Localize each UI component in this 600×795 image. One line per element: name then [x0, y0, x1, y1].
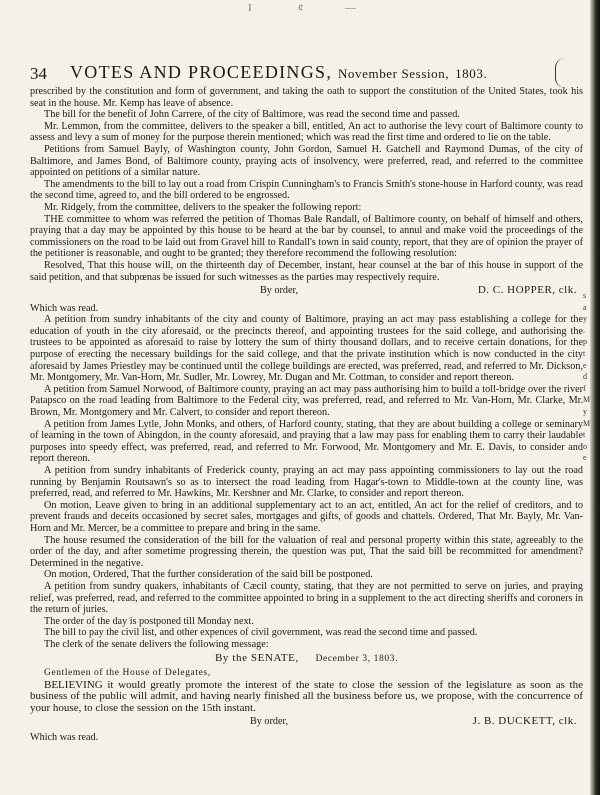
paragraph: A petition from sundry inhabitants of the city and county of Baltimore, praying an act may pass establishing a college for the education of youth in the city aforesaid, or the precincts thereof, and appointing trustees for the said college, and authorising the trustees to be appointed as aforesaid to raise by lottery the sum of thirty thousand dollars, and to receive certain donations, for the purpose of erecting the necessary buildings for the said college, and that the private institution which is now conducted in the city aforesaid by James Priestley may be continued until the college buildings are erected, was preferred, read, and referred to Mr. Dickson, Mr. Montgomery, Mr. Van-Horn, Mr. Sudler, Mr. Lowrey, Mr. Dugan and Mr. Cottman, to consider and report thereon.	[30, 314, 583, 384]
paragraph: A petition from sundry quakers, inhabitants of Cæcil county, stating, that they are not permitted to serve on juries, and praying relief, was preferred, read, and referred to the committee appointed to bring in a supplement to the act directing sheriffs and coroners in the return of juries.	[30, 580, 583, 616]
signature-block-duckett	[30, 716, 583, 728]
page-number: 34	[30, 64, 47, 83]
paragraph: Which was read.	[30, 302, 99, 314]
resolution: Resolved, That this house will, on the thirteenth day of December, instant, hear counsel at the bar of this house in support of the said petition, and that subpœnas be issued for such witnesses as the parties may respectively require.	[30, 259, 583, 283]
paragraph: Mr. Ridgely, from the committee, delivers to the speaker the following report:	[44, 201, 362, 213]
paragraph: Mr. Lemmon, from the committee, delivers to the speaker a bill, entitled, An act to authorise the levy court of Baltimore county to assess and levy a sum of money for the purpose therein mentioned; which was read the first time and ordered to lie on the table.	[30, 120, 583, 144]
senate-message: BELIEVING it would greatly promote the interest of the state to close the session of the legislature as soon as the business of the public will admit, and having nearly finished all the business before us, we propose, with the concurrence of your house, to close the session on the 15th instant.	[30, 678, 583, 714]
clerk-name: D. C. HOPPER, clk.	[477, 284, 577, 297]
facing-page-edge-text: s a y . p t e d f M y M t o e	[583, 291, 591, 463]
paragraph: On motion, Leave given to bring in an additional supplementary act to an act, entitled, An act for the relief of creditors, and to prevent frauds and deceits occasioned by secret sales, mortgages and gifts, of goods and chattels. Ordered, That Mr. Bayly, Mr. Van-Horn and Mr. Mercer, be a committee to prepare and bring in the same.	[30, 499, 583, 534]
running-title	[70, 62, 487, 83]
top-mark-1: I	[248, 2, 252, 14]
top-mark-3: —	[345, 2, 356, 14]
senate-clerk-name: J. B. DUCKETT, clk.	[472, 715, 577, 728]
paragraph: The bill to pay the civil list, and other expences of civil government, was read the second time and passed.	[44, 627, 478, 639]
senate-heading-label: By the SENATE,	[214, 651, 299, 664]
page-header	[30, 62, 570, 84]
signature-block-hopper	[30, 285, 583, 297]
closing-line: Which was read.	[30, 732, 99, 744]
committee-report: THE committee to whom was referred the petition of Thomas Bale Randall, of Baltimore county, on behalf of himself and others, praying that a day may be appointed by this house to be heard at the bar by counsel, to annul and make void the proceedings of the commissioners on the road to be laid out from Gravel hill to Randall's town in said county, report, that they are of opinion the prayer of the petitioner is reasonable, and ought to be granted; they therefore recommend the following resolution:	[30, 213, 583, 260]
paragraph: The amendments to the bill to lay out a road from Crispin Cunningham's to Francis Smith's stone-house in Harford county, was read the second time, agreed to, and the bill ordered to be engrossed.	[30, 178, 583, 202]
paragraph: prescribed by the constitution and form of government, and taking the oath to support the constitution of the United States, took his seat in the house. Mr. Kemp has leave of absence.	[30, 86, 583, 109]
paragraph: A petition from Samuel Norwood, of Baltimore county, praying an act may pass authorising him to build a toll-bridge over the river Patapsco on the road leading from Baltimore to the Federal city, was preferred, read, and referred to Mr. Van-Horn, Mr. Clarke, Mr. Brown, Mr. Montgomery and Mr. Calvert, to consider and report thereon.	[30, 383, 583, 419]
paragraph: The bill for the benefit of John Carrere, of the city of Baltimore, was read the second time and passed.	[44, 109, 460, 121]
running-title-session: November Session,	[337, 66, 450, 81]
top-marks	[0, 0, 590, 20]
paragraph: The house resumed the consideration of the bill for the valuation of real and personal property within this state, agreeably to the order of the day, and after sometime progressing therein, the question was put, That the said bill be recommitted for amendment? Determined in the negative.	[30, 534, 583, 569]
paragraph: Petitions from Samuel Bayly, of Washington county, John Gordon, Samuel H. Gatchell and Raymond Dumas, of the city of Baltimore, and James Bond, of Baltimore county, praying acts of insolvency, were preferred, read, and referred to the committee appointed on petitions of a similar nature.	[30, 143, 583, 179]
by-order-label: By order,	[250, 716, 289, 728]
paragraph: A petition from sundry inhabitants of Frederick county, praying an act may pass appointing commissioners to lay out the road running by Benjamin Routsawn's so as to intersect the road leading from Hagar's-town to Middle-town at the county line, was preferred, read, and referred to Mr. Hawkins, Mr. Kershner and Mr. Clarke, to consider and report thereon.	[30, 465, 583, 500]
paragraph: The clerk of the senate delivers the following message:	[44, 638, 269, 650]
senate-heading	[30, 653, 583, 666]
by-order-label: By order,	[260, 285, 299, 297]
running-title-year: 1803.	[455, 66, 488, 81]
paragraph: On motion, Ordered, That the further consideration of the said bill be postponed.	[44, 569, 373, 581]
senate-salutation: Gentlemen of the House of Delegates,	[44, 668, 211, 679]
binding-edge	[590, 0, 600, 795]
top-mark-2: ¢	[298, 2, 304, 14]
body-text	[30, 86, 583, 744]
paragraph: A petition from James Lytle, John Monks, and others, of Harford county, stating, that they are about building a college or seminary of learning in the town of Abingdon, in the county aforesaid, and praying that a law may pass for enabling them to carry their laudable purposes into speedy effect, was preferred, read, and referred to Mr. Forwood, Mr. Montgomery and Mr. E. Davis, to consider and report thereon.	[30, 418, 583, 465]
running-title-main: VOTES AND PROCEEDINGS,	[70, 62, 333, 82]
senate-date: December 3, 1803.	[315, 653, 399, 664]
paragraph: The order of the day is postponed till Monday next.	[44, 615, 254, 627]
